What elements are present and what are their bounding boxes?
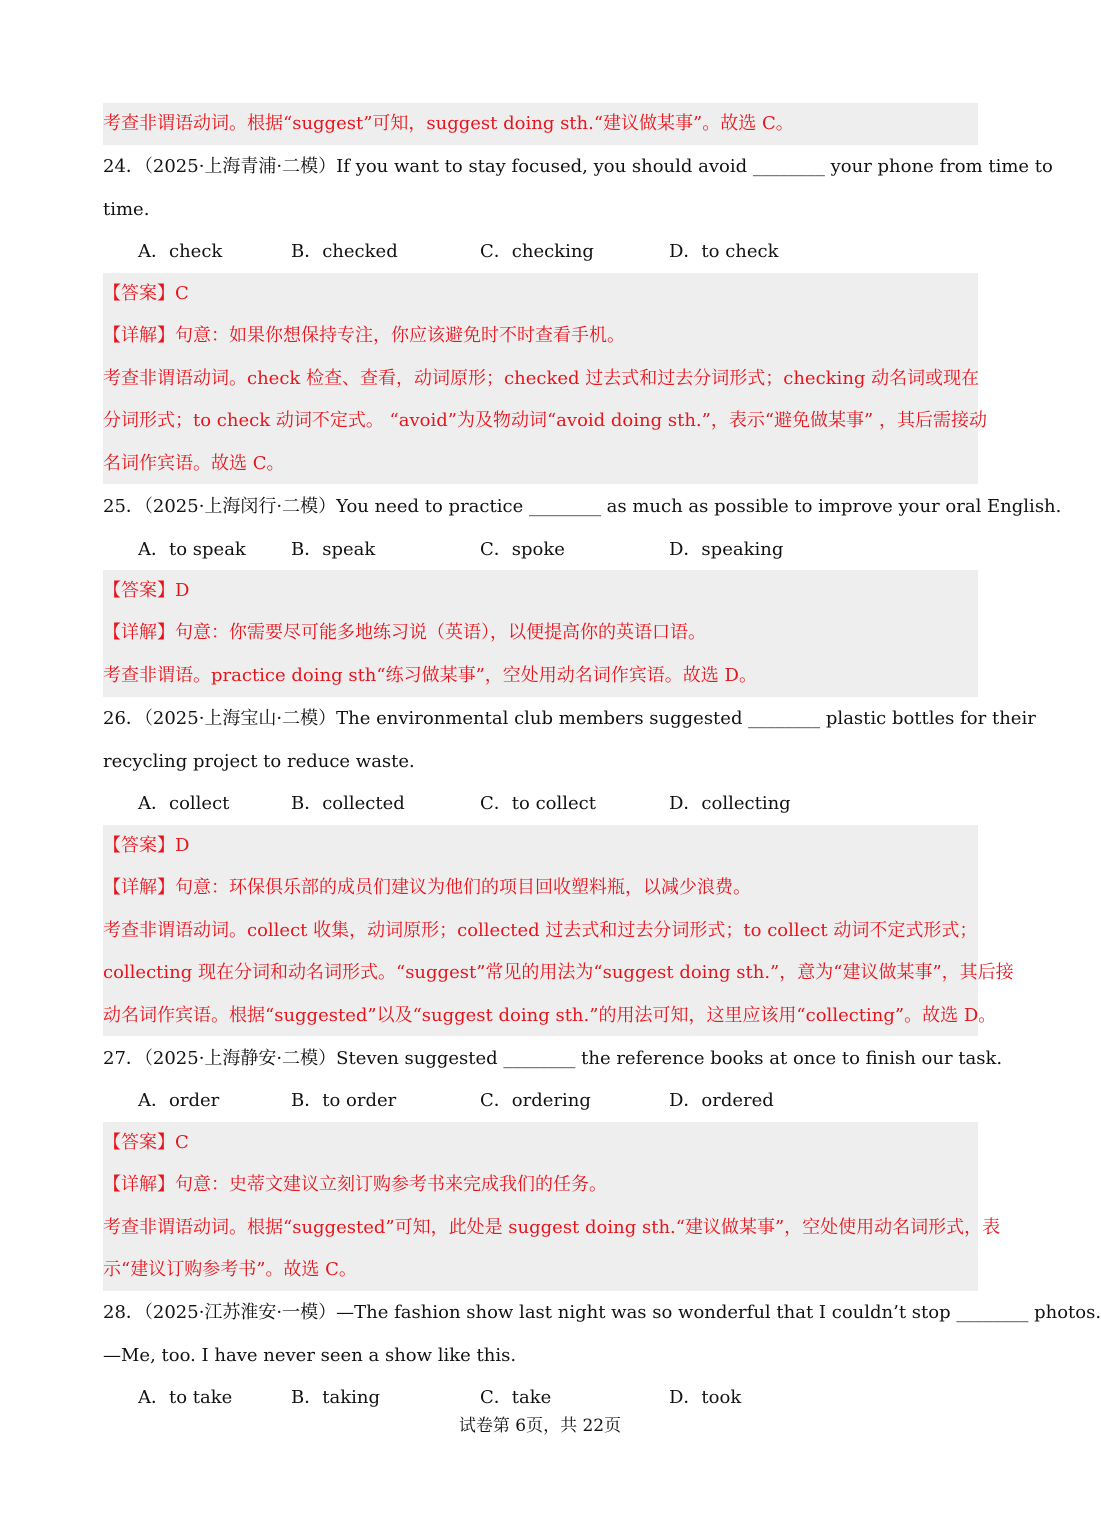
answer-label: 【答案】D: [103, 580, 190, 601]
analysis-text: 考查非谓语动词。collect 收集，动词原形；collected 过去式和过去分词形式；to collect 动词不定式形式；: [103, 920, 978, 941]
question-stem: 25．（2025·上海闵行·二模）You need to practice ________ as much as possible to improve your oral English.: [103, 496, 1062, 517]
analysis-text: 考查非谓语动词。根据“suggested”可知，此处是 suggest doing sth.“建议做某事”，空处使用动名词形式，表: [103, 1217, 1001, 1238]
detail-text: 【详解】句意：环保俱乐部的成员们建议为他们的项目回收塑料瓶，以减少浪费。: [103, 877, 751, 898]
detail-text: 【详解】句意：你需要尽可能多地练习说（英语），以便提高你的英语口语。: [103, 622, 706, 643]
option-a: A．order: [138, 1090, 220, 1111]
analysis-text: 考查非谓语动词。check 检查、查看，动词原形；checked 过去式和过去分词形式；checking 动名词或现在: [103, 368, 980, 389]
option-b: B．taking: [291, 1387, 380, 1408]
analysis-text: 动名词作宾语。根据“suggested”以及“suggest doing sth.”的用法可知，这里应该用“collecting”。故选 D。: [103, 1005, 997, 1026]
question-stem: time.: [103, 199, 150, 220]
question-stem: 26．（2025·上海宝山·二模）The environmental club members suggested ________ plastic bottles for their: [103, 708, 1036, 729]
option-a: A．to take: [138, 1387, 233, 1408]
question-stem: 24．（2025·上海青浦·二模）If you want to stay focused, you should avoid ________ your phone from time to: [103, 156, 1053, 177]
option-d: D．ordered: [669, 1090, 774, 1111]
option-a: A．to speak: [138, 539, 246, 560]
option-d: D．collecting: [669, 793, 791, 814]
option-a: A．check: [138, 241, 223, 262]
analysis-text: 示“建议订购参考书”。故选 C。: [103, 1259, 357, 1280]
question-stem: 27．（2025·上海静安·二模）Steven suggested ________ the reference books at once to finish our task.: [103, 1048, 1003, 1069]
answer-label: 【答案】D: [103, 835, 190, 856]
option-b: B．to order: [291, 1090, 397, 1111]
option-d: D．speaking: [669, 539, 784, 560]
analysis-text: 名词作宾语。故选 C。: [103, 453, 285, 474]
option-b: B．collected: [291, 793, 405, 814]
analysis-text: collecting 现在分词和动名词形式。“suggest”常见的用法为“suggest doing sth.”，意为“建议做某事”，其后接: [103, 962, 1014, 983]
detail-text: 【详解】句意：如果你想保持专注，你应该避免时不时查看手机。: [103, 325, 625, 346]
answer-label: 【答案】C: [103, 1132, 189, 1153]
option-d: D．to check: [669, 241, 779, 262]
option-b: B．speak: [291, 539, 376, 560]
analysis-text: 考查非谓语动词。根据“suggest”可知，suggest doing sth.“建议做某事”。故选 C。: [103, 113, 794, 134]
page-footer: 试卷第 6页，共 22页: [458, 1416, 622, 1436]
option-c: C．ordering: [480, 1090, 591, 1111]
option-c: C．take: [480, 1387, 552, 1408]
question-stem: recycling project to reduce waste.: [103, 751, 415, 772]
question-stem: —Me, too. I have never seen a show like this.: [103, 1345, 517, 1366]
option-d: D．took: [669, 1387, 742, 1408]
option-c: C．to collect: [480, 793, 596, 814]
detail-text: 【详解】句意：史蒂文建议立刻订购参考书来完成我们的任务。: [103, 1174, 607, 1195]
option-c: C．spoke: [480, 539, 565, 560]
answer-label: 【答案】C: [103, 283, 189, 304]
option-c: C．checking: [480, 241, 594, 262]
question-stem: 28．（2025·江苏淮安·一模）—The fashion show last night was so wonderful that I couldn’t stop ________ photos.: [103, 1302, 1101, 1323]
option-b: B．checked: [291, 241, 398, 262]
option-a: A．collect: [138, 793, 230, 814]
analysis-text: 考查非谓语。practice doing sth“练习做某事”，空处用动名词作宾语。故选 D。: [103, 665, 757, 686]
analysis-text: 分词形式；to check 动词不定式。 “avoid”为及物动词“avoid doing sth.”，表示“避免做某事” ，其后需接动: [103, 410, 987, 431]
